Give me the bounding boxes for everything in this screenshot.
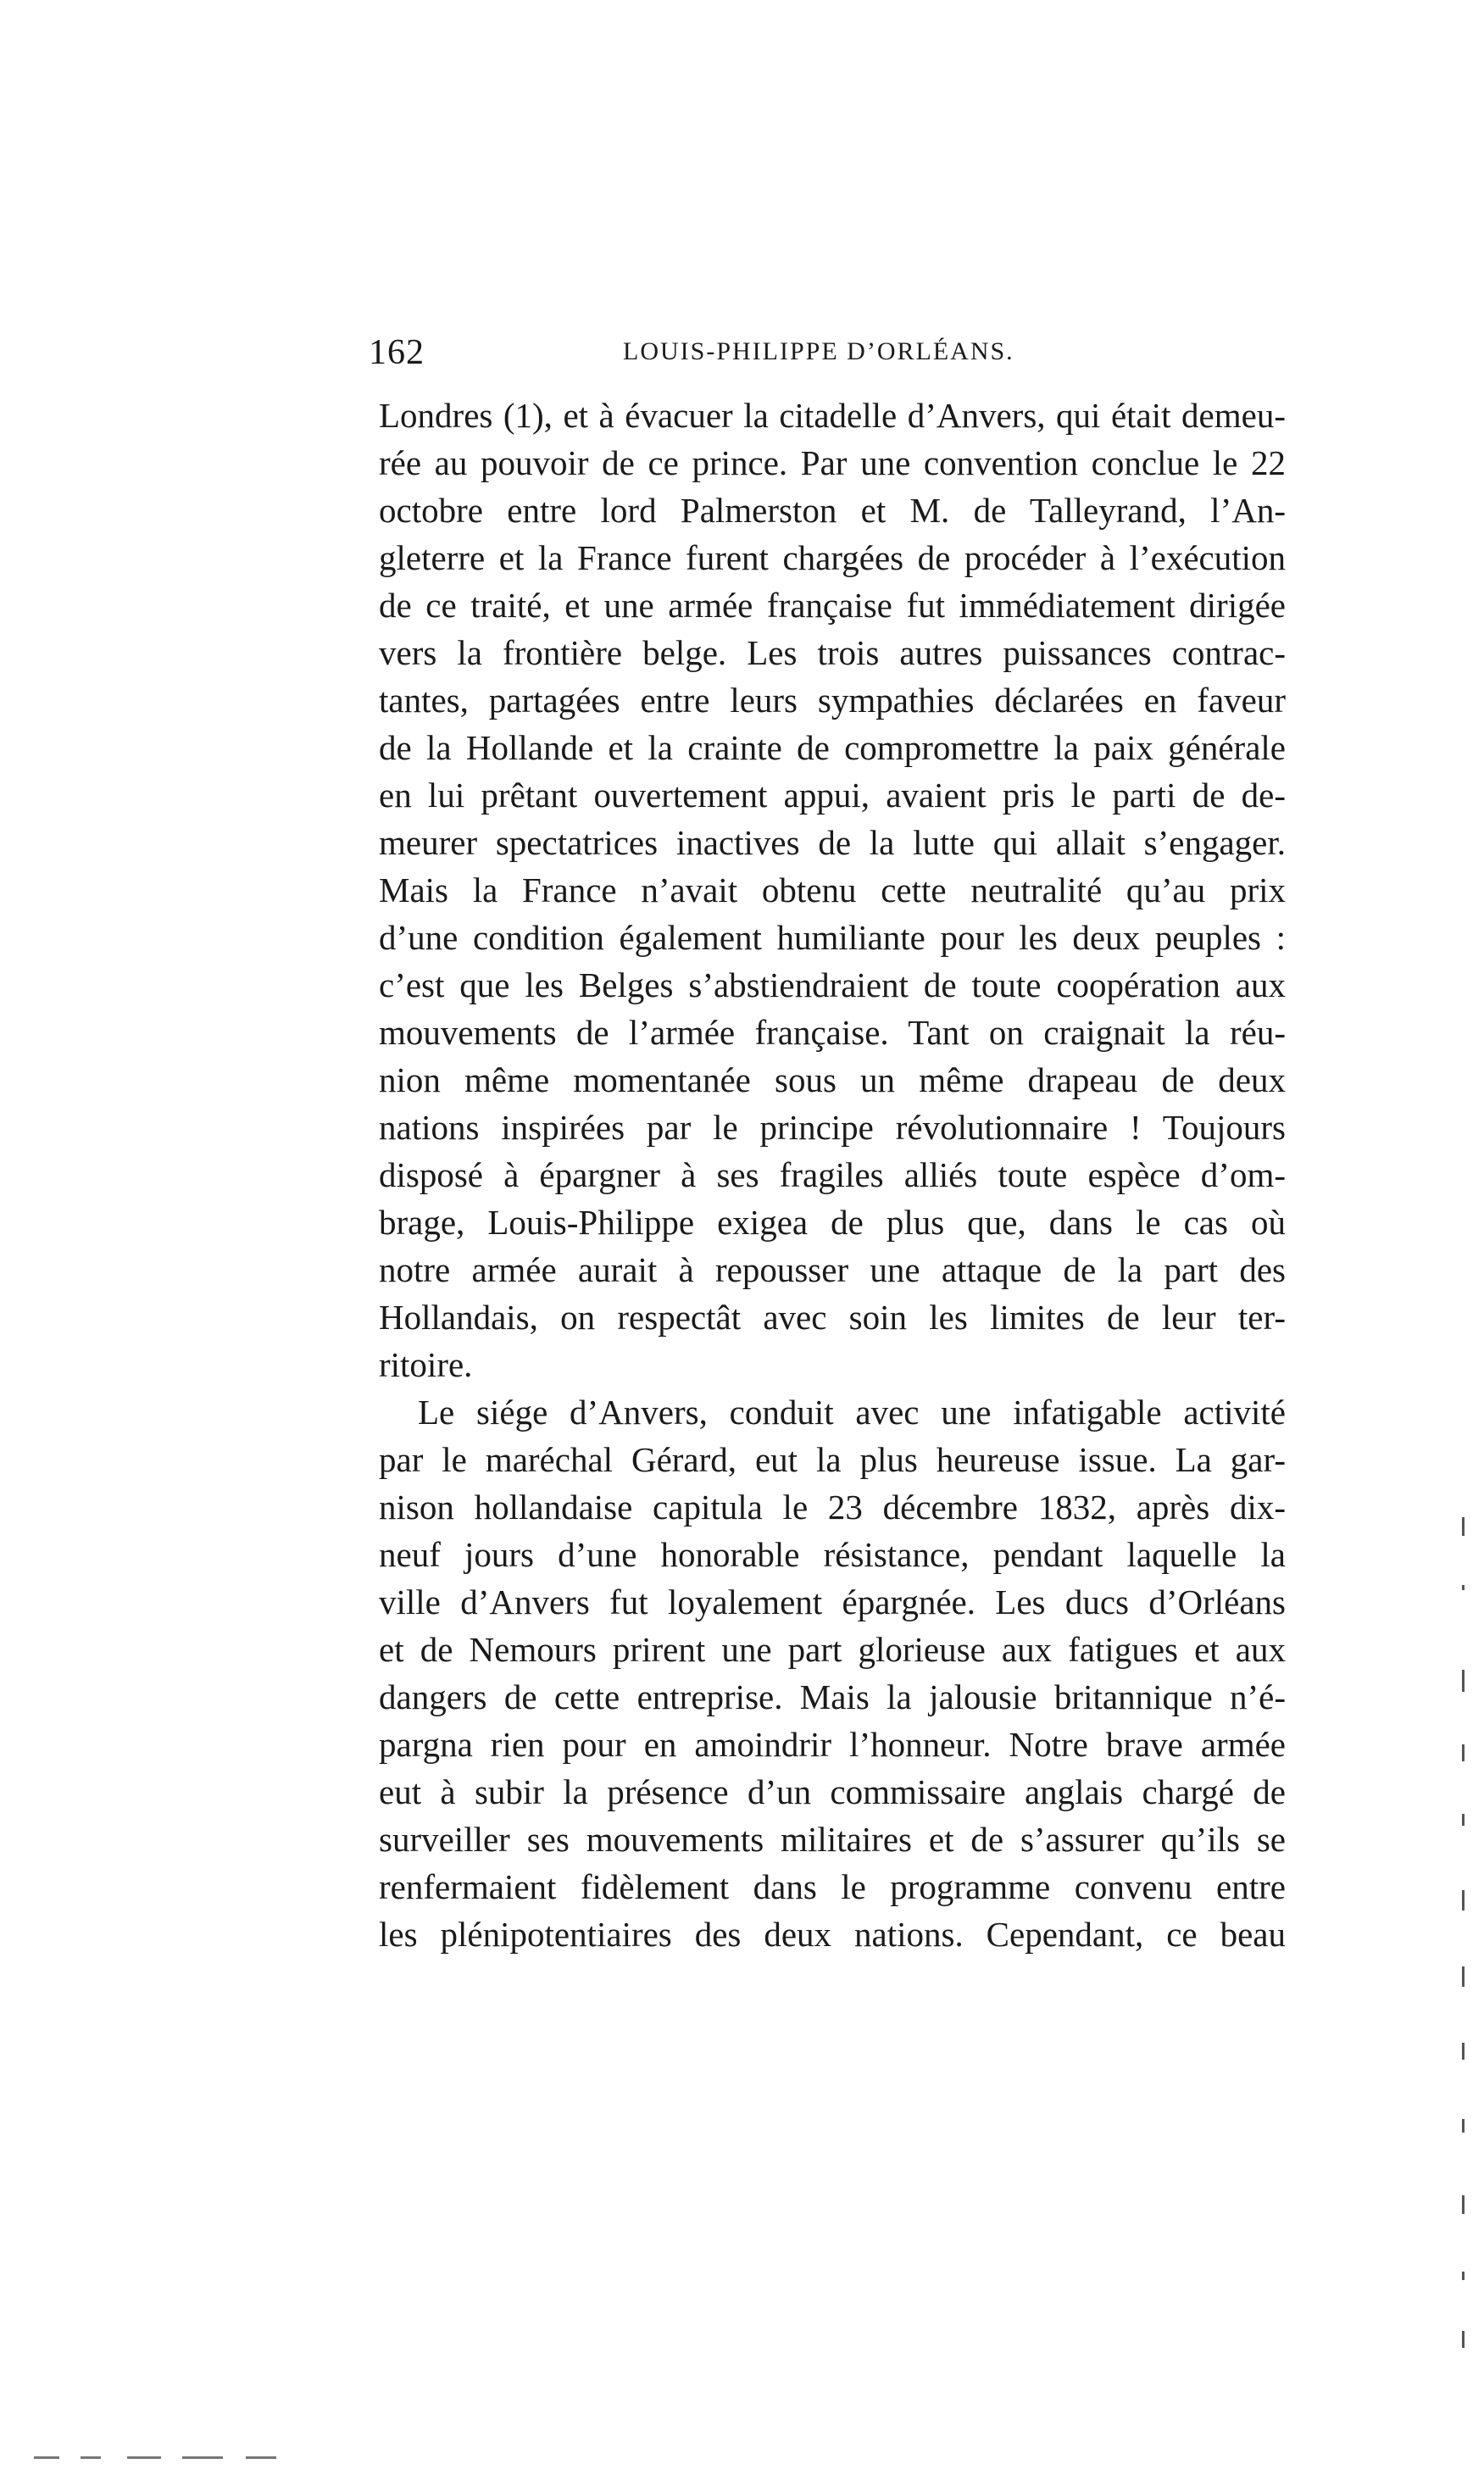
running-title: LOUIS-PHILIPPE D’ORLÉANS. [623, 337, 1014, 365]
scan-margin-marks [1462, 1517, 1470, 2365]
scan-mark [246, 2456, 276, 2459]
scan-mark [1462, 2331, 1465, 2348]
scan-mark [182, 2456, 223, 2459]
scan-mark [1462, 1517, 1465, 1536]
text-line: surveiller ses mouvements militaires et de s’assurer qu’ils se [379, 1820, 1286, 1859]
scan-mark [1462, 1585, 1465, 1590]
text-line: les plénipotentiaires des deux nations. Cependant, ce beau [379, 1915, 1286, 1954]
text-line: nations inspirées par le principe révolutionnaire ! Toujours [379, 1108, 1286, 1147]
text-line: mouvements de l’armée française. Tant on craignait la réu- [379, 1013, 1286, 1052]
scan-mark [1462, 1670, 1465, 1692]
scan-mark [1462, 1890, 1465, 1910]
text-line: d’une condition également humiliante pour les deux peuples : [379, 918, 1286, 957]
text-line: de la Hollande et la crainte de compromettre la paix générale [379, 728, 1286, 767]
scan-mark [1462, 2043, 1465, 2060]
text-line: tantes, partagées entre leurs sympathies déclarées en faveur [379, 681, 1286, 720]
text-line: gleterre et la France furent chargées de procéder à l’exécution [379, 538, 1286, 577]
text-line: eut à subir la présence d’un commissaire anglais chargé de [379, 1772, 1286, 1811]
text-line: et de Nemours prirent une part glorieuse aux fatigues et aux [379, 1630, 1286, 1669]
text-line: disposé à épargner à ses fragiles alliés toute espèce d’om- [379, 1155, 1286, 1194]
text-line: nison hollandaise capitula le 23 décembre 1832, après dix- [379, 1488, 1286, 1527]
running-head [369, 332, 1286, 375]
scan-mark [1462, 1814, 1465, 1826]
scan-mark [1462, 2195, 1465, 2214]
text-line: Le siége d’Anvers, conduit avec une infatigable activité [418, 1393, 1286, 1432]
scan-mark [1462, 1966, 1465, 1987]
scan-mark [34, 2456, 59, 2459]
text-line: ritoire. [379, 1345, 473, 1384]
body-text [379, 392, 1286, 1958]
scan-mark [1462, 2119, 1465, 2133]
text-line: rée au pouvoir de ce prince. Par une convention conclue le 22 [379, 443, 1286, 482]
page-number: 162 [369, 333, 425, 372]
text-line: neuf jours d’une honorable résistance, pendant laquelle la [379, 1535, 1286, 1574]
text-line: octobre entre lord Palmerston et M. de Talleyrand, l’An- [379, 491, 1286, 530]
text-line: brage, Louis-Philippe exigea de plus que, dans le cas où [379, 1203, 1286, 1242]
text-line: en lui prêtant ouvertement appui, avaient pris le parti de de- [379, 776, 1286, 815]
text-line: dangers de cette entreprise. Mais la jalousie britannique n’é- [379, 1677, 1286, 1716]
scan-mark [1462, 1744, 1465, 1761]
text-line: renfermaient fidèlement dans le programme convenu entre [379, 1867, 1286, 1906]
text-line: nion même momentanée sous un même drapeau de deux [379, 1060, 1286, 1099]
text-line: de ce traité, et une armée française fut immédiatement dirigée [379, 586, 1286, 625]
scan-mark [127, 2456, 161, 2459]
text-line: par le maréchal Gérard, eut la plus heureuse issue. La gar- [379, 1440, 1286, 1479]
text-line: pargna rien pour en amoindrir l’honneur. Notre brave armée [379, 1725, 1286, 1764]
text-line: vers la frontière belge. Les trois autres puissances contrac- [379, 633, 1286, 672]
scan-mark [1462, 2272, 1465, 2280]
text-line: Hollandais, on respectât avec soin les limites de leur ter- [379, 1298, 1286, 1337]
text-line: notre armée aurait à repousser une attaque de la part des [379, 1250, 1286, 1289]
text-line: meurer spectatrices inactives de la lutte qui allait s’engager. [379, 823, 1286, 862]
scan-mark [81, 2456, 101, 2459]
scan-bottom-marks [0, 2456, 305, 2463]
text-line: Mais la France n’avait obtenu cette neutralité qu’au prix [379, 870, 1286, 909]
text-line: c’est que les Belges s’abstiendraient de toute coopération aux [379, 965, 1286, 1004]
text-line: ville d’Anvers fut loyalement épargnée. Les ducs d’Orléans [379, 1582, 1286, 1621]
text-line: Londres (1), et à évacuer la citadelle d’Anvers, qui était demeu- [379, 396, 1286, 435]
